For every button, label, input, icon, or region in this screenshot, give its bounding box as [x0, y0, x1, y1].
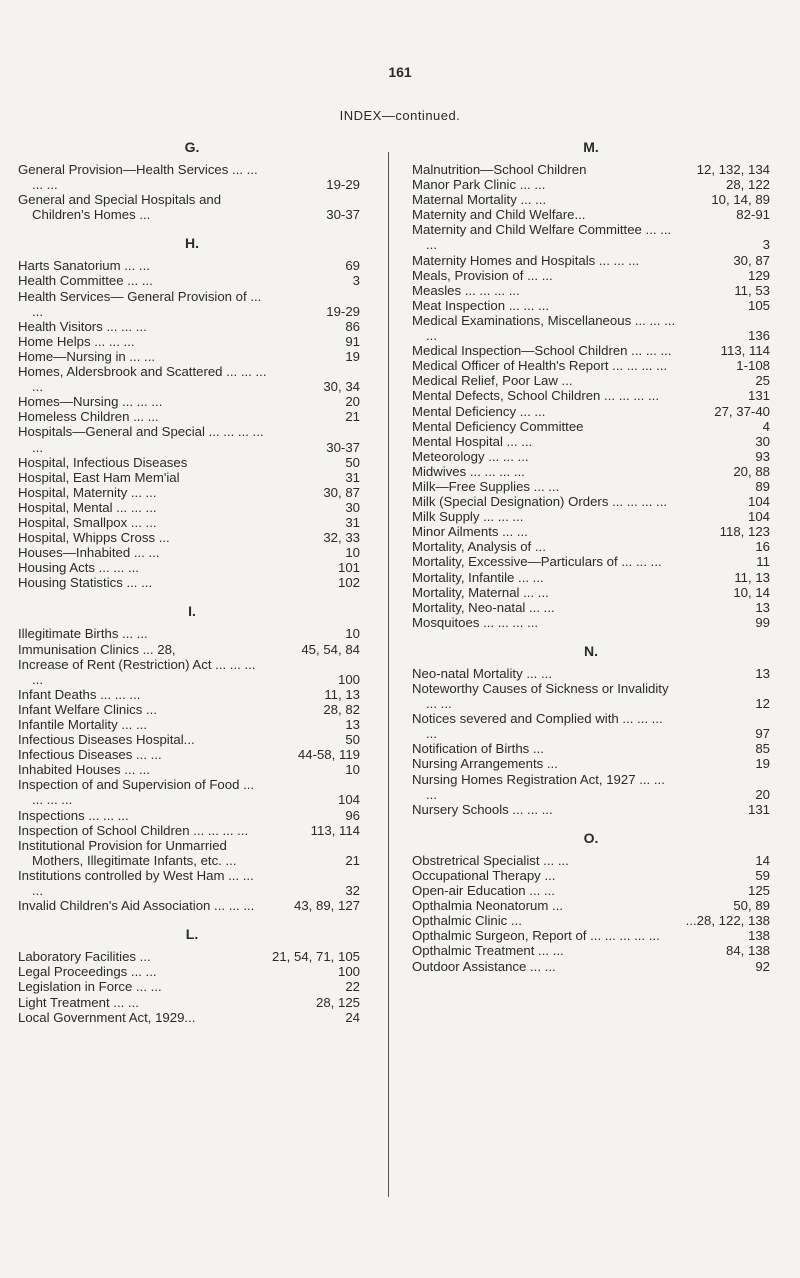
- entry-page-numbers: 19-29: [326, 177, 360, 193]
- index-entry: [412, 883, 770, 898]
- index-entry: [412, 177, 770, 192]
- entry-term: Opthalmic Surgeon, Report of ... ... ... ... ...: [412, 928, 660, 944]
- entry-page-numbers: 28, 122: [726, 177, 770, 193]
- index-section: [18, 234, 366, 590]
- index-entry: [412, 570, 770, 585]
- index-entry: [412, 524, 770, 539]
- index-entry: [412, 388, 770, 403]
- index-entry: [18, 702, 366, 717]
- entry-page-numbers: 28, 82: [323, 701, 360, 717]
- entry-page-numbers: 113, 114: [310, 822, 360, 838]
- index-entry: [412, 756, 770, 771]
- entry-term: Infectious Diseases Hospital...: [18, 732, 195, 748]
- entry-term: Maternity and Child Welfare Committee ... ... ...: [412, 222, 672, 253]
- entry-term: Mental Deficiency ... ...: [412, 403, 546, 419]
- entry-term: Mental Hospital ... ...: [412, 433, 533, 449]
- entry-page-numbers: 89: [755, 478, 770, 494]
- index-entry: [18, 485, 366, 500]
- entry-page-numbers: 105: [747, 297, 770, 313]
- section-letter-heading: N.: [584, 642, 598, 659]
- entry-page-numbers: 99: [755, 614, 770, 630]
- entry-page-numbers: 19-29: [326, 303, 360, 319]
- entry-page-numbers: 44-58, 119: [297, 747, 360, 763]
- entry-page-numbers: 101: [337, 560, 360, 576]
- section-letter-heading: O.: [583, 829, 599, 846]
- entry-term: Milk—Free Supplies ... ...: [412, 478, 560, 494]
- entry-term: Home Helps ... ... ...: [18, 333, 135, 349]
- entry-page-numbers: 25: [755, 373, 770, 389]
- entry-term: Neo-natal Mortality ... ...: [412, 665, 552, 681]
- index-entry: [18, 995, 366, 1010]
- entry-page-numbers: 131: [747, 388, 770, 404]
- entry-term: Mortality, Maternal ... ...: [412, 584, 549, 600]
- entry-page-numbers: 11: [756, 554, 770, 570]
- index-entry: [412, 802, 770, 817]
- index-entry: [18, 289, 366, 319]
- entry-page-numbers: 19: [755, 756, 770, 772]
- entry-term: Homes, Aldersbrook and Scattered ... ... ... ...: [18, 364, 267, 395]
- entry-page-numbers: 100: [337, 964, 360, 980]
- entry-term: Nursery Schools ... ... ...: [412, 801, 553, 817]
- entry-page-numbers: 85: [755, 741, 770, 757]
- index-entry: [18, 349, 366, 364]
- entry-page-numbers: 13: [755, 599, 770, 615]
- index-section: [412, 829, 770, 974]
- entry-page-numbers: 69: [345, 258, 360, 274]
- index-entry: [412, 853, 770, 868]
- entry-term: Meat Inspection ... ... ...: [412, 297, 550, 313]
- index-entry: [18, 657, 366, 687]
- entry-page-numbers: 13: [345, 717, 360, 732]
- index-entry: [412, 959, 770, 974]
- index-entry: [412, 494, 770, 509]
- index-entry: [18, 319, 366, 334]
- entry-term: Invalid Children's Aid Association ... ... ...: [18, 898, 255, 914]
- entry-term: Noteworthy Causes of Sickness or Invalidity ... ...: [412, 681, 669, 712]
- entry-page-numbers: 22: [345, 979, 360, 995]
- entry-page-numbers: 96: [345, 807, 360, 823]
- entry-term: General and Special Hospitals and Children's Homes ...: [18, 192, 222, 223]
- entry-page-numbers: 118, 123: [719, 524, 770, 540]
- entry-page-numbers: 30, 87: [733, 252, 770, 268]
- entry-page-numbers: 30: [755, 433, 770, 449]
- index-entry: [18, 424, 366, 454]
- index-entry: [18, 394, 366, 409]
- index-entry: [412, 666, 770, 681]
- entry-term: Inspection of School Children ... ... ... ...: [18, 822, 249, 838]
- entry-page-numbers: 20, 88: [733, 463, 770, 479]
- entry-term: Notices severed and Complied with ... ... ... ...: [412, 711, 663, 742]
- section-gap: [412, 817, 770, 829]
- entry-page-numbers: 21, 54, 71, 105: [272, 949, 360, 965]
- entry-term: Hospital, East Ham Mem'ial: [18, 469, 180, 485]
- entry-term: Nursing Arrangements ...: [412, 756, 558, 772]
- entry-term: Maternity and Child Welfare...: [412, 207, 586, 223]
- entry-term: Light Treatment ... ...: [18, 994, 139, 1010]
- index-section: [412, 138, 770, 630]
- entry-page-numbers: 10, 14, 89: [711, 192, 770, 208]
- index-entry: [412, 868, 770, 883]
- entry-page-numbers: 50, 89: [733, 898, 770, 914]
- index-entry: [18, 455, 366, 470]
- entry-page-numbers: 19: [345, 348, 360, 364]
- entry-term: Housing Acts ... ... ...: [18, 560, 139, 576]
- entry-term: Infant Deaths ... ... ...: [18, 686, 141, 702]
- index-entry: [18, 732, 366, 747]
- entry-term: Legislation in Force ... ...: [18, 979, 162, 995]
- entry-term: Immunisation Clinics ... 28,: [18, 641, 176, 657]
- entry-term: Legal Proceedings ... ...: [18, 964, 157, 980]
- entry-term: Opthalmic Treatment ... ...: [412, 943, 564, 959]
- index-entry: [18, 808, 366, 823]
- entry-term: Housing Statistics ... ...: [18, 575, 153, 591]
- entry-page-numbers: 20: [345, 394, 360, 410]
- entry-term: Laboratory Facilities ...: [18, 949, 151, 965]
- index-entry: [412, 913, 770, 928]
- entry-page-numbers: 82-91: [736, 207, 770, 223]
- index-entry: [18, 162, 366, 192]
- index-entry: [412, 464, 770, 479]
- entry-term: Milk Supply ... ... ...: [412, 509, 524, 525]
- index-entry: [412, 404, 770, 419]
- index-entry: [18, 545, 366, 560]
- entry-term: Homes—Nursing ... ... ...: [18, 394, 163, 410]
- section-letter-heading: I.: [188, 603, 196, 620]
- entry-term: Health Committee ... ...: [18, 273, 153, 289]
- entry-page-numbers: 11, 13: [734, 569, 770, 585]
- entry-term: Open-air Education ... ...: [412, 883, 555, 899]
- entry-page-numbers: 3: [352, 273, 360, 289]
- section-letter-heading: M.: [583, 139, 599, 155]
- entry-term: Hospital, Mental ... ... ...: [18, 499, 157, 515]
- entry-page-numbers: 30-37: [326, 439, 360, 455]
- section-gap: [18, 913, 366, 925]
- entry-page-numbers: 92: [755, 958, 770, 974]
- entry-page-numbers: 16: [755, 539, 770, 555]
- entry-term: Milk (Special Designation) Orders ... ... ... ...: [412, 494, 668, 510]
- entry-term: Illegitimate Births ... ...: [18, 626, 148, 642]
- index-entry: [18, 979, 366, 994]
- entry-term: Homeless Children ... ...: [18, 409, 159, 425]
- entry-term: Mortality, Neo-natal ... ...: [412, 599, 555, 615]
- entry-term: Health Services— General Provision of ... ...: [18, 288, 262, 319]
- section-letter-heading: H.: [185, 235, 199, 252]
- entry-page-numbers: 113, 114: [720, 343, 770, 359]
- entry-term: Malnutrition—School Children: [412, 162, 587, 177]
- entry-page-numbers: 100: [337, 671, 360, 687]
- index-continued-heading: INDEX—continued.: [339, 108, 461, 123]
- index-entry: [18, 192, 366, 222]
- entry-page-numbers: 30, 87: [323, 484, 360, 500]
- entry-term: Medical Examinations, Miscellaneous ... ... ... ...: [412, 312, 676, 344]
- index-entry: [18, 642, 366, 657]
- entry-page-numbers: 21: [345, 409, 360, 425]
- index-entry: [412, 343, 770, 358]
- index-entry: [18, 949, 366, 964]
- index-entry: [18, 364, 366, 394]
- index-entry: [412, 207, 770, 222]
- entry-page-numbers: 104: [747, 509, 770, 525]
- index-section: [412, 642, 770, 817]
- index-entry: [412, 772, 770, 802]
- index-entry: [412, 434, 770, 449]
- entry-page-numbers: 4: [762, 418, 770, 434]
- entry-page-numbers: 45, 54, 84: [301, 641, 360, 657]
- entry-term: Obstretrical Specialist ... ...: [412, 852, 569, 868]
- entry-term: Inspection of and Supervision of Food ... ... ... ...: [18, 777, 255, 808]
- entry-page-numbers: 50: [345, 454, 360, 470]
- entry-page-numbers: 104: [337, 792, 360, 808]
- entry-term: Occupational Therapy ...: [412, 867, 556, 883]
- index-entry: [412, 615, 770, 630]
- index-entry: [18, 747, 366, 762]
- entry-page-numbers: 91: [345, 333, 360, 349]
- entry-page-numbers: 102: [337, 575, 360, 591]
- section-gap: [412, 630, 770, 642]
- index-entry: [412, 943, 770, 958]
- index-section: [18, 925, 366, 1024]
- entry-term: Inhabited Houses ... ...: [18, 762, 150, 778]
- index-column-left: [18, 138, 366, 1025]
- index-entry: [18, 762, 366, 777]
- entry-term: Medical Relief, Poor Law ...: [412, 373, 573, 389]
- index-entry: [412, 313, 770, 343]
- entry-page-numbers: 12, 132, 134: [696, 162, 770, 177]
- index-entry: [18, 626, 366, 641]
- index-entry: [412, 479, 770, 494]
- section-gap: [18, 222, 366, 234]
- entry-term: General Provision—Health Services ... ... ... ...: [18, 162, 258, 193]
- index-entry: [18, 687, 366, 702]
- index-entry: [412, 449, 770, 464]
- index-entry: [18, 1010, 366, 1025]
- entry-term: Mortality, Infantile ... ...: [412, 569, 544, 585]
- entry-page-numbers: 104: [747, 494, 770, 510]
- entry-term: Manor Park Clinic ... ...: [412, 177, 546, 193]
- entry-page-numbers: 31: [345, 469, 360, 485]
- entry-page-numbers: 32, 33: [323, 530, 360, 546]
- index-entry: [412, 600, 770, 615]
- entry-term: Institutions controlled by West Ham ... ... ...: [18, 867, 254, 899]
- entry-term: Hospital, Whipps Cross ...: [18, 530, 170, 546]
- entry-term: Opthalmia Neonatorum ...: [412, 898, 563, 914]
- section-letter-heading: G.: [184, 139, 200, 155]
- index-entry: [412, 539, 770, 554]
- index-entry: [18, 823, 366, 838]
- entry-term: Measles ... ... ... ...: [412, 282, 520, 298]
- entry-page-numbers: 10: [345, 545, 360, 561]
- entry-term: Institutional Provision for Unmarried Mothers, Illegitimate Infants, etc. ...: [18, 837, 237, 868]
- entry-page-numbers: 43, 89, 127: [294, 898, 360, 914]
- entry-term: Mental Deficiency Committee: [412, 418, 584, 434]
- entry-page-numbers: 86: [345, 318, 360, 334]
- entry-page-numbers: 59: [755, 867, 770, 883]
- entry-term: Meals, Provision of ... ...: [412, 267, 553, 283]
- entry-page-numbers: 11, 53: [734, 282, 770, 298]
- entry-term: Maternal Mortality ... ...: [412, 192, 547, 208]
- page-number: 161: [388, 64, 412, 80]
- entry-page-numbers: 30, 34: [323, 379, 360, 395]
- entry-page-numbers: ...28, 122, 138: [685, 913, 770, 929]
- entry-page-numbers: 1-108: [736, 358, 770, 374]
- entry-page-numbers: 10: [345, 626, 360, 642]
- entry-term: Harts Sanatorium ... ...: [18, 258, 150, 274]
- entry-page-numbers: 27, 37-40: [714, 403, 770, 419]
- entry-term: Mental Defects, School Children ... ... ... ...: [412, 388, 660, 404]
- index-entry: [412, 358, 770, 373]
- entry-page-numbers: 14: [755, 852, 770, 868]
- entry-term: Maternity Homes and Hospitals ... ... ...: [412, 252, 640, 268]
- index-entry: [18, 515, 366, 530]
- index-entry: [412, 162, 770, 177]
- entry-term: Mosquitoes ... ... ... ...: [412, 614, 539, 630]
- index-entry: [18, 868, 366, 898]
- index-entry: [412, 509, 770, 524]
- index-entry: [18, 530, 366, 545]
- index-entry: [18, 560, 366, 575]
- entry-page-numbers: 31: [345, 514, 360, 530]
- entry-page-numbers: 10: [345, 762, 360, 778]
- entry-term: Hospitals—General and Special ... ... ... ... ...: [18, 424, 264, 455]
- entry-term: Meteorology ... ... ...: [412, 448, 529, 464]
- index-entry: [412, 681, 770, 711]
- entry-page-numbers: 129: [747, 267, 770, 283]
- entry-page-numbers: 10, 14: [733, 584, 770, 600]
- entry-term: Minor Ailments ... ...: [412, 524, 528, 540]
- index-entry: [412, 898, 770, 913]
- index-section: [18, 138, 366, 222]
- entry-term: Nursing Homes Registration Act, 1927 ... ... ...: [412, 771, 665, 802]
- section-letter-heading: L.: [185, 926, 199, 943]
- index-entry: [412, 253, 770, 268]
- index-section: [18, 602, 366, 913]
- entry-term: Notification of Births ...: [412, 741, 544, 757]
- entry-term: Hospital, Infectious Diseases: [18, 454, 188, 470]
- entry-term: Infant Welfare Clinics ...: [18, 701, 158, 717]
- entry-term: Midwives ... ... ... ...: [412, 463, 525, 479]
- entry-term: Home—Nursing in ... ...: [18, 348, 156, 364]
- entry-page-numbers: 21: [345, 852, 360, 868]
- index-entry: [18, 838, 366, 868]
- index-entry: [18, 334, 366, 349]
- index-entry: [412, 928, 770, 943]
- entry-term: Opthalmic Clinic ...: [412, 913, 522, 929]
- entry-page-numbers: 28, 125: [316, 994, 360, 1010]
- entry-term: Outdoor Assistance ... ...: [412, 958, 556, 974]
- entry-term: Health Visitors ... ... ...: [18, 318, 147, 334]
- entry-term: Hospital, Smallpox ... ...: [18, 514, 157, 530]
- entry-term: Infectious Diseases ... ...: [18, 747, 162, 763]
- index-entry: [412, 741, 770, 756]
- entry-page-numbers: 3: [762, 237, 770, 253]
- index-entry: [412, 268, 770, 283]
- index-entry: [18, 500, 366, 515]
- entry-page-numbers: 50: [345, 732, 360, 748]
- index-entry: [18, 898, 366, 913]
- entry-page-numbers: 12: [755, 696, 770, 712]
- index-entry: [18, 273, 366, 288]
- index-entry: [18, 258, 366, 273]
- section-gap: [18, 590, 366, 602]
- entry-page-numbers: 13: [755, 665, 770, 681]
- entry-page-numbers: 93: [755, 448, 770, 464]
- index-entry: [412, 192, 770, 207]
- index-entry: [412, 554, 770, 569]
- entry-page-numbers: 32: [345, 883, 360, 899]
- entry-page-numbers: 11, 13: [324, 686, 360, 702]
- entry-page-numbers: 20: [755, 786, 770, 802]
- index-entry: [412, 373, 770, 388]
- entry-term: Increase of Rent (Restriction) Act ... ... ... ...: [18, 656, 256, 687]
- index-column-right: [412, 138, 770, 974]
- entry-page-numbers: 24: [345, 1009, 360, 1025]
- index-entry: [412, 585, 770, 600]
- entry-term: Mortality, Excessive—Particulars of ... ... ...: [412, 554, 662, 570]
- index-entry: [412, 711, 770, 741]
- entry-term: Medical Inspection—School Children ... ... ...: [412, 343, 672, 359]
- index-entry: [18, 777, 366, 807]
- entry-page-numbers: 131: [747, 801, 770, 817]
- entry-page-numbers: 30-37: [326, 207, 360, 223]
- index-entry: [412, 283, 770, 298]
- entry-term: Medical Officer of Health's Report ... ... ... ...: [412, 358, 668, 374]
- entry-term: Inspections ... ... ...: [18, 807, 129, 823]
- index-entry: [18, 964, 366, 979]
- entry-page-numbers: 125: [747, 883, 770, 899]
- entry-term: Hospital, Maternity ... ...: [18, 484, 157, 500]
- entry-page-numbers: 136: [747, 328, 770, 344]
- entry-term: Houses—Inhabited ... ...: [18, 545, 160, 561]
- entry-term: Mortality, Analysis of ...: [412, 539, 546, 555]
- entry-page-numbers: 30: [345, 499, 360, 515]
- index-entry: [18, 470, 366, 485]
- entry-page-numbers: 97: [755, 726, 770, 742]
- index-entry: [18, 717, 366, 732]
- index-entry: [18, 575, 366, 590]
- entry-page-numbers: 138: [747, 928, 770, 944]
- column-divider: [388, 152, 389, 1197]
- index-entry: [412, 419, 770, 434]
- index-entry: [412, 298, 770, 313]
- entry-term: Infantile Mortality ... ...: [18, 717, 147, 732]
- index-entry: [412, 222, 770, 252]
- entry-term: Local Government Act, 1929...: [18, 1009, 196, 1025]
- entry-page-numbers: 84, 138: [726, 943, 770, 959]
- index-entry: [18, 409, 366, 424]
